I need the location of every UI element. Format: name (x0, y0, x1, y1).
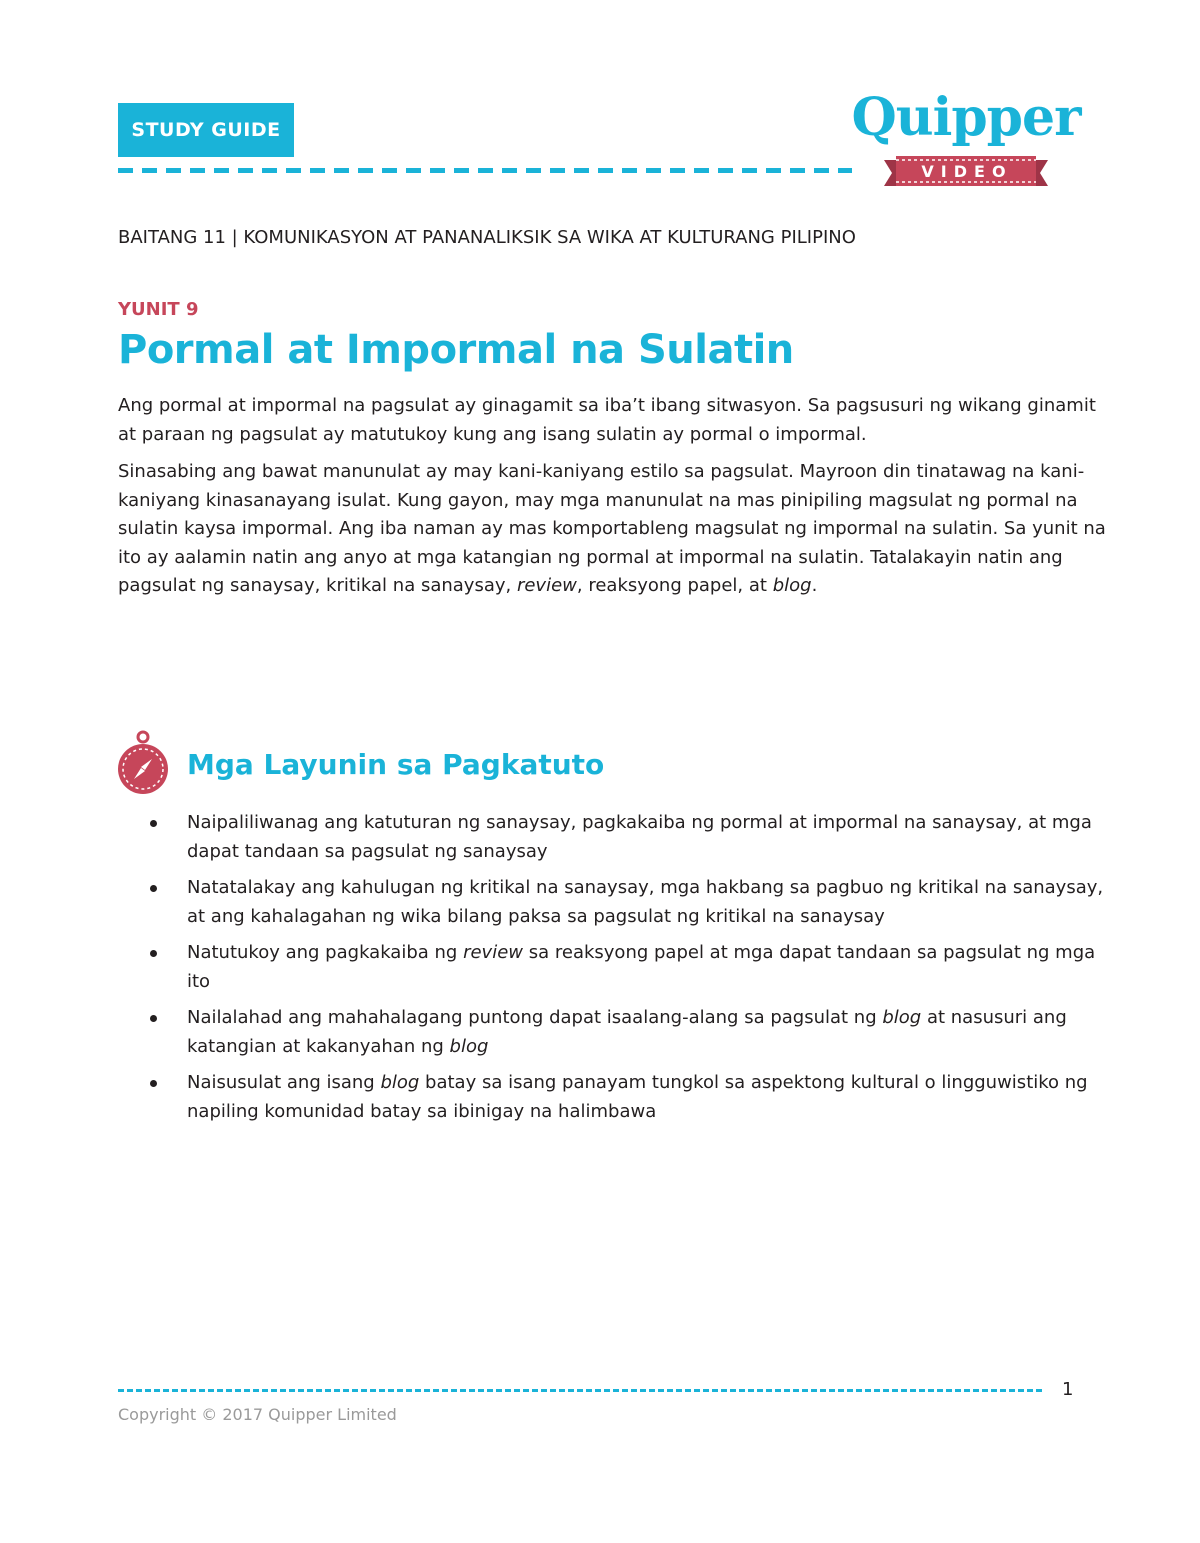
study-guide-label: STUDY GUIDE (131, 119, 281, 141)
emphasis-blog: blog (772, 575, 812, 596)
compass-icon (118, 729, 168, 799)
bullet-icon (150, 885, 157, 892)
bullet-icon (150, 1080, 157, 1087)
bullet-icon (150, 1015, 157, 1022)
bullet-icon (150, 820, 157, 827)
list-item: Naipaliliwanag ang katuturan ng sanaysay, pagkakaiba ng pormal at impormal na sanaysay, at mga dapat tandaan sa pagsulat ng sanaysay (150, 809, 1110, 866)
grade-subject-line: BAITANG 11 | KOMUNIKASYON AT PANANALIKSIK SA WIKA AT KULTURANG PILIPINO (118, 227, 856, 248)
intro-paragraph-1: Ang pormal at impormal na pagsulat ay ginagamit sa iba’t ibang sitwasyon. Sa pagsusuri ng wikang ginamit at paraan ng pagsulat ay matutukoy kung ang isang sulatin ay pormal o impormal. (118, 395, 1096, 445)
intro-paragraph-2: Sinasabing ang bawat manunulat ay may kani-kaniyang estilo sa pagsulat. Mayroon din tinatawag na kani-kaniyang kinasanayang isulat. Kung gayon, may mga manunulat na mas pinipiling magsulat ng pormal na sulatin kaysa impormal. Ang iba naman ay mas komportableng magsulat ng impormal na sulatin. Sa yunit na ito ay aalamin natin ang anyo at mga katangian ng pormal at impormal na sulatin. Tatalakayin natin ang pagsulat ng sanaysay, kritikal na sanaysay, review, reaksyong papel, at blog. (118, 461, 1106, 596)
list-item: Natutukoy ang pagkakaiba ng review sa reaksyong papel at mga dapat tandaan sa pagsulat ng mga ito (150, 939, 1110, 996)
emphasis-review: review (516, 575, 577, 596)
objectives-list (150, 809, 1110, 1134)
intro-section (118, 392, 1108, 610)
page-number: 1 (1062, 1379, 1074, 1400)
list-item: Naisusulat ang isang blog batay sa isang panayam tungkol sa aspektong kultural o lingguwistiko ng napiling komunidad batay sa ibinigay na halimbawa (150, 1069, 1110, 1126)
copyright-notice: Copyright © 2017 Quipper Limited (118, 1405, 397, 1424)
unit-label: YUNIT 9 (118, 299, 199, 320)
objectives-heading: Mga Layunin sa Pagkatuto (187, 748, 605, 781)
footer-dashed-divider (118, 1389, 1042, 1392)
quipper-video-logo (846, 86, 1086, 190)
page-title: Pormal at Impormal na Sulatin (118, 327, 794, 373)
logo-wordmark: Quipper (851, 87, 1081, 148)
study-guide-badge (118, 103, 294, 157)
bullet-icon (150, 950, 157, 957)
logo-ribbon-label: VIDEO (921, 162, 1013, 181)
list-item: Natatalakay ang kahulugan ng kritikal na sanaysay, mga hakbang sa pagbuo ng kritikal na sanaysay, at ang kahalagahan ng wika bilang paksa sa pagsulat ng kritikal na sanaysay (150, 874, 1110, 931)
list-item: Nailalahad ang mahahalagang puntong dapat isaalang-alang sa pagsulat ng blog at nasusuri ang katangian at kakanyahan ng blog (150, 1004, 1110, 1061)
header-dashed-divider (118, 168, 852, 173)
